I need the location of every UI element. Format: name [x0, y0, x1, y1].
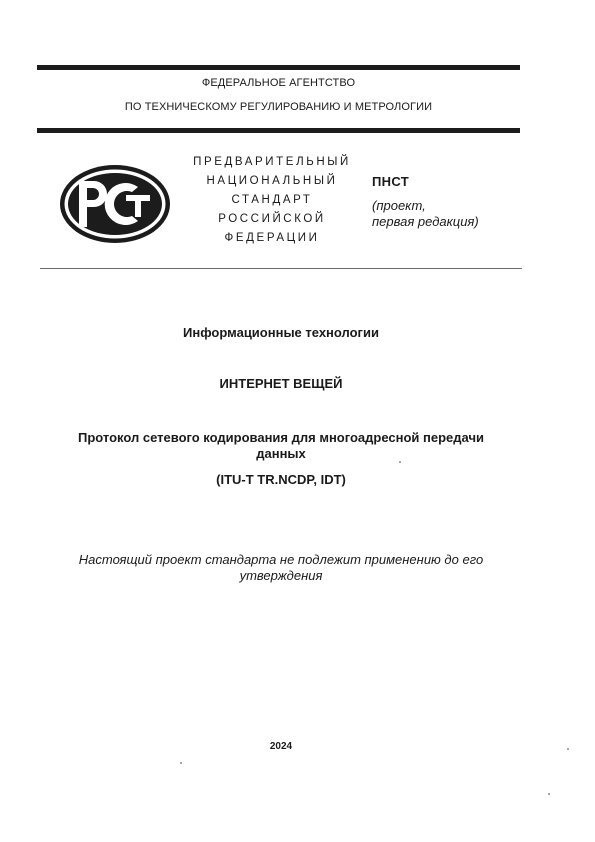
document-reference: (ITU-T TR.NCDP, IDT)	[216, 472, 346, 487]
agency-name-line-1: ФЕДЕРАЛЬНОЕ АГЕНТСТВО	[201, 77, 356, 89]
scan-speck	[399, 461, 401, 463]
top-rule	[37, 65, 520, 70]
standard-type-line: ФЕДЕРАЦИИ	[224, 232, 320, 244]
agency-name-line-2: ПО ТЕХНИЧЕСКОМУ РЕГУЛИРОВАНИЮ И МЕТРОЛОГИИ	[124, 101, 433, 113]
publication-year: 2024	[269, 741, 293, 752]
status-line: первая редакция)	[372, 214, 479, 229]
header-bottom-rule	[37, 128, 520, 133]
scan-speck	[567, 748, 569, 750]
rst-logo-icon	[58, 163, 172, 245]
draft-notice	[40, 552, 522, 584]
standard-type-line: НАЦИОНАЛЬНЫЙ	[206, 175, 338, 187]
status-line: (проект,	[372, 198, 426, 213]
standard-type-line: ПРЕДВАРИТЕЛЬНЫЙ	[193, 156, 351, 168]
standard-type	[188, 153, 356, 248]
standard-status	[372, 198, 479, 230]
standard-type-line: СТАНДАРТ	[231, 194, 313, 206]
notice-line: Настоящий проект стандарта не подлежит применению до его	[78, 552, 484, 567]
scan-speck	[180, 762, 182, 764]
subtitle-line: Протокол сетевого кодирования для многоадресной передачи	[78, 430, 484, 445]
document-subtitle	[40, 430, 522, 462]
standard-designation: ПНСТ	[372, 174, 409, 189]
notice-line: утверждения	[239, 568, 323, 583]
subtitle-line: данных	[256, 446, 306, 461]
document-main-title: ИНТЕРНЕТ ВЕЩЕЙ	[219, 376, 343, 391]
logo-section-rule	[40, 268, 522, 269]
standard-type-line: РОССИЙСКОЙ	[218, 213, 326, 225]
document-category: Информационные технологии	[183, 325, 379, 340]
scan-speck	[548, 793, 550, 795]
